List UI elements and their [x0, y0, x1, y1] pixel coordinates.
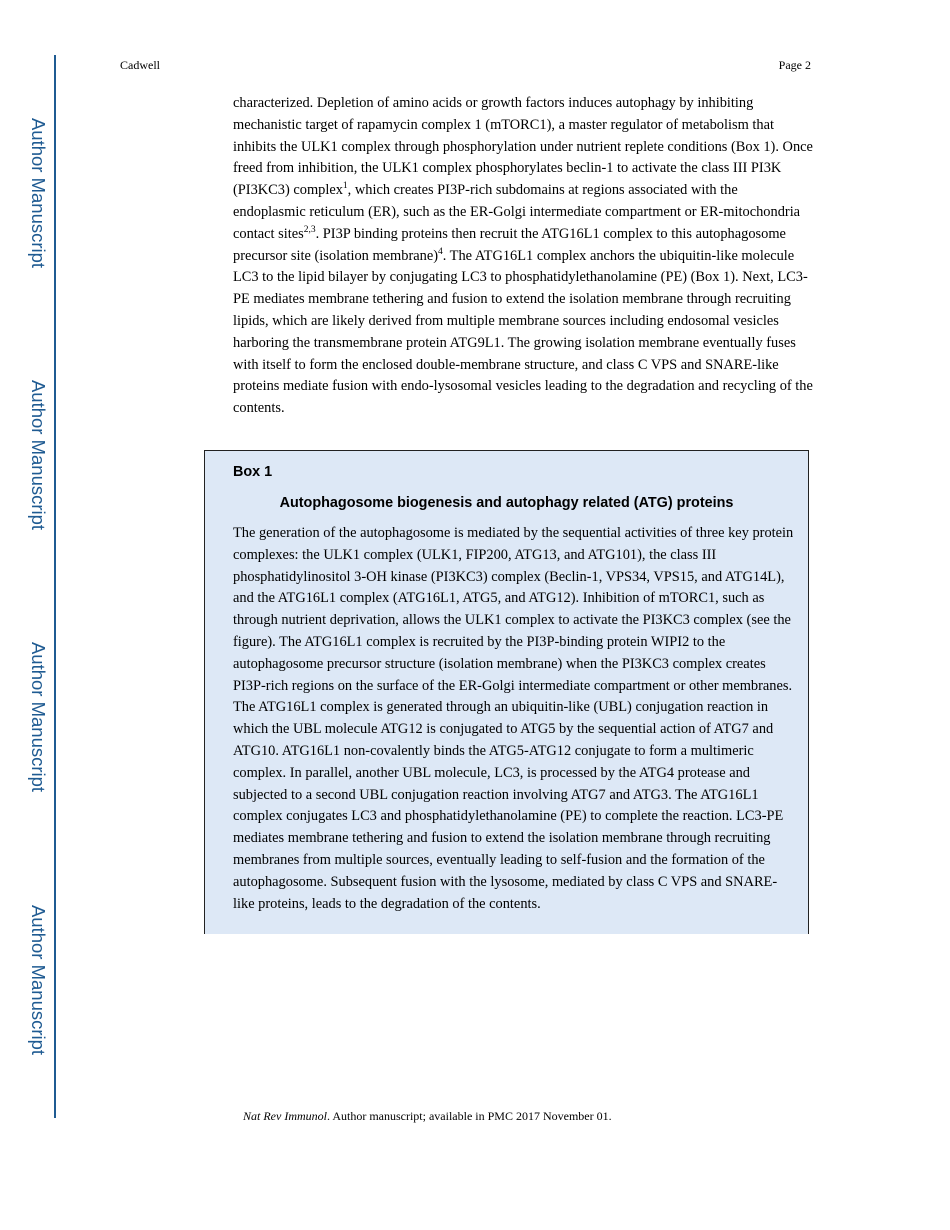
box-label: Box 1: [233, 464, 273, 480]
citation-3: 4: [438, 246, 443, 257]
journal-name: Nat Rev Immunol: [243, 1109, 327, 1123]
body-paragraph: characterized. Depletion of amino acids or growth factors induces autophagy by inhibiting mechanistic target of rapamycin complex 1 (mTORC1), a master regulator of metabolism that inhibits the ULK1 complex through phosphorylation under nutrient replete conditions (Box 1). Once freed from inhibition, the ULK1 complex phosphorylates beclin-1 to activate the class III PI3K (PI3KC3) complex$^1$, which creates PI3P-rich subdomains at regions associated with the endoplasmic reticulum (ER), such as the ER-Golgi intermediate compartment or ER-mitochondria contact sites$^{2,3}$. PI3P binding proteins then recruit the ATG16L1 complex to this autophagosome precursor site (isolation membrane)$^4$. The ATG16L1 complex anchors the ubiquitin-like molecule LC3 to the lipid bilayer by conjugating LC3 to phosphatidylethanolamine (PE) (Box 1). Next, LC3-PE mediates membrane tethering and fusion to extend the isolation membrane through recruiting lipids, which are likely derived from multiple membrane sources including endosomal vesicles harboring the transmembrane protein ATG9L1. The growing isolation membrane eventually fuses with itself to form the enclosed double-membrane structure, and class C VPS and SNARE-like proteins mediate fusion with endo-lysosomal vesicles leading to the degradation and recycling of the contents.: [233, 95, 813, 417]
box-body: The generation of the autophagosome is mediated by the sequential activities of three key protein complexes: the ULK1 complex (ULK1, FIP200, ATG13, and ATG101), the class III phosphatidylinositol 3-OH kinase (PI3KC3) complex (Beclin-1, VPS34, VPS15, and ATG14L), and the ATG16L1 complex (ATG16L1, ATG5, and ATG12). Inhibition of mTORC1, such as through nutrient deprivation, allows the ULK1 complex to activate the PI3KC3 complex (see the figure). The ATG16L1 complex is recruited by the PI3P-binding protein WIPI2 to the autophagosome precursor structure (isolation membrane) when the PI3KC3 complex creates PI3P-rich regions on the surface of the ER-Golgi intermediate compartment or other membranes. The ATG16L1 complex is generated through an ubiquitin-like (UBL) conjugation reaction in which the UBL molecule ATG12 is conjugated to ATG5 by the sequential action of ATG7 and ATG10. ATG16L1 non-covalently binds the ATG5-ATG12 conjugate to form a multimeric complex. In parallel, another UBL molecule, LC3, is processed by the ATG4 protease and subjected to a second UBL conjugation reaction involving ATG7 and ATG3. The ATG16L1 complex conjugates LC3 and phosphatidylethanolamine (PE) to complete the reaction. LC3-PE mediates membrane tethering and fusion to extend the isolation membrane through recruiting membranes from multiple sources, eventually leading to self-fusion and the formation of the autophagosome. Subsequent fusion with the lysosome, mediated by class C VPS and SNARE-like proteins, leads to the degradation of the contents.: [233, 525, 794, 912]
box-title: Autophagosome biogenesis and autophagy related (ATG) proteins: [279, 495, 734, 511]
citation-1: 1: [342, 181, 348, 192]
footer-citation: Nat Rev Immunol. Author manuscript; available in PMC 2017 November 01.: [243, 1109, 612, 1123]
citation-2: 2,3: [303, 224, 316, 235]
sidebar-rule: [54, 55, 56, 1118]
box-1: [204, 450, 809, 934]
running-head-author: Cadwell: [120, 58, 160, 72]
running-head-page: Page 2: [778, 58, 811, 72]
